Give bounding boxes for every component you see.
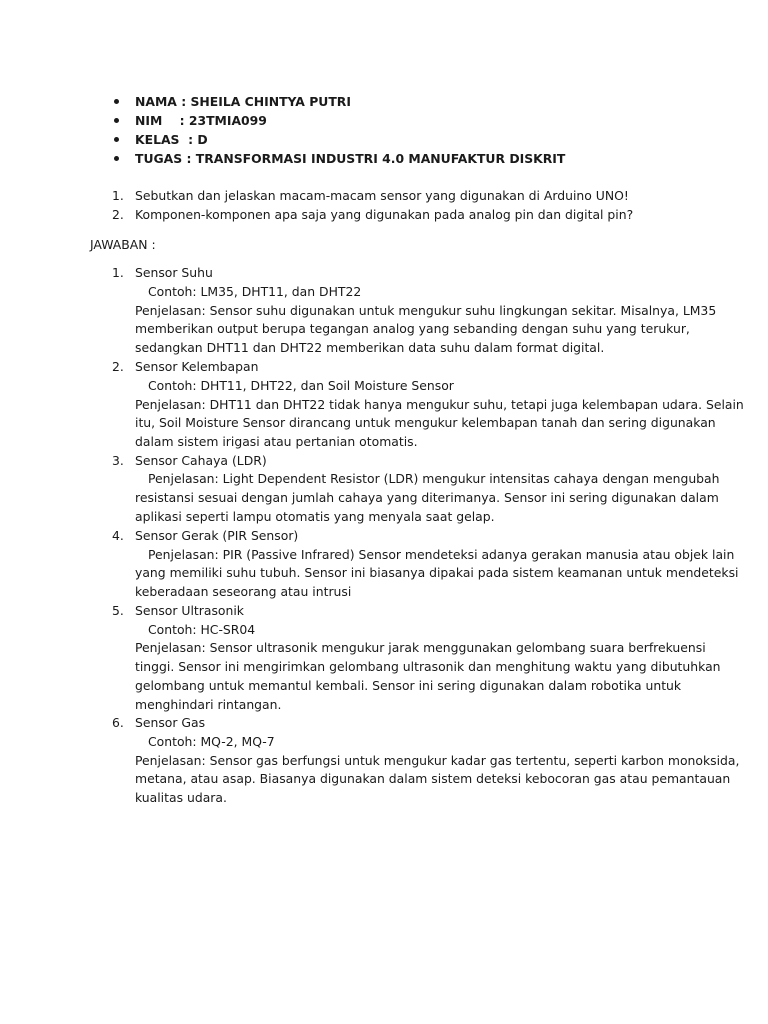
answer-title: Sensor Cahaya (LDR) (135, 453, 267, 468)
answer-explanation-line: Penjelasan: Sensor gas berfungsi untuk mengukur kadar gas tertentu, seperti karbon monoksida, (135, 753, 740, 768)
answer-number: 4. (112, 528, 124, 543)
question-text: Sebutkan dan jelaskan macam-macam sensor yang digunakan di Arduino UNO! (135, 188, 629, 203)
answer-explanation-line: yang memiliki suhu tubuh. Sensor ini biasanya dipakai pada sistem keamanan untuk mendeteksi (135, 565, 739, 580)
answer-number: 2. (112, 359, 124, 374)
answer-explanation-line: Penjelasan: PIR (Passive Infrared) Sensor mendeteksi adanya gerakan manusia atau objek lain (148, 547, 735, 562)
answer-title: Sensor Suhu (135, 265, 213, 280)
answer-explanation-line: menghindari rintangan. (135, 697, 282, 712)
answer-example: Contoh: DHT11, DHT22, dan Soil Moisture Sensor (148, 378, 454, 393)
bullet-icon (114, 156, 119, 161)
bullet-icon (114, 137, 119, 142)
header-nim: NIM : 23TMIA099 (135, 113, 267, 128)
answer-title: Sensor Gerak (PIR Sensor) (135, 528, 299, 543)
answer-explanation-line: aplikasi seperti lampu otomatis yang menyala saat gelap. (135, 509, 495, 524)
answer-explanation-line: memberikan output berupa tegangan analog yang sebanding dengan suhu yang terukur, (135, 321, 690, 336)
answer-explanation-line: dalam sistem irigasi atau pertanian otomatis. (135, 434, 418, 449)
bullet-icon (114, 118, 119, 123)
answer-number: 5. (112, 603, 124, 618)
header-tugas: TUGAS : TRANSFORMASI INDUSTRI 4.0 MANUFAKTUR DISKRIT (135, 151, 566, 166)
answer-explanation-line: resistansi sesuai dengan jumlah cahaya yang diterimanya. Sensor ini sering digunakan dalam (135, 490, 719, 505)
answer-explanation-line: Penjelasan: DHT11 dan DHT22 tidak hanya mengukur suhu, tetapi juga kelembapan udara. Selain (135, 397, 744, 412)
header-name: NAMA : SHEILA CHINTYA PUTRI (135, 94, 351, 109)
answer-number: 3. (112, 453, 124, 468)
answer-explanation-line: Penjelasan: Sensor suhu digunakan untuk mengukur suhu lingkungan sekitar. Misalnya, LM35 (135, 303, 717, 318)
answer-number: 6. (112, 715, 124, 730)
answer-title: Sensor Kelembapan (135, 359, 259, 374)
question-number: 2. (112, 207, 124, 222)
answer-example: Contoh: LM35, DHT11, dan DHT22 (148, 284, 362, 299)
answer-explanation-line: itu, Soil Moisture Sensor dirancang untuk mengukur kelembapan tanah dan sering digunakan (135, 415, 716, 430)
answer-explanation-line: gelombang untuk memantul kembali. Sensor ini sering digunakan dalam robotika untuk (135, 678, 682, 693)
answer-explanation-line: Penjelasan: Light Dependent Resistor (LDR) mengukur intensitas cahaya dengan mengubah (148, 471, 720, 486)
bullet-icon (114, 99, 119, 104)
answer-explanation-line: kualitas udara. (135, 790, 227, 805)
question-number: 1. (112, 188, 124, 203)
answer-explanation-line: metana, atau asap. Biasanya digunakan dalam sistem deteksi kebocoran gas atau pemantauan (135, 771, 731, 786)
question-text: Komponen-komponen apa saja yang digunakan pada analog pin dan digital pin? (135, 207, 634, 222)
answer-title: Sensor Ultrasonik (135, 603, 244, 618)
answer-number: 1. (112, 265, 124, 280)
answer-example: Contoh: MQ-2, MQ-7 (148, 734, 275, 749)
answer-title: Sensor Gas (135, 715, 206, 730)
answer-explanation-line: tinggi. Sensor ini mengirimkan gelombang ultrasonik dan menghitung waktu yang dibutuhkan (135, 659, 721, 674)
answer-explanation-line: keberadaan seseorang atau intrusi (135, 584, 352, 599)
answer-explanation-line: sedangkan DHT11 dan DHT22 memberikan data suhu dalam format digital. (135, 340, 605, 355)
answer-example: Contoh: HC-SR04 (148, 622, 256, 637)
answer-explanation-line: Penjelasan: Sensor ultrasonik mengukur jarak menggunakan gelombang suara berfrekuensi (135, 640, 706, 655)
answer-heading: JAWABAN : (90, 237, 156, 252)
header-kelas: KELAS : D (135, 132, 208, 147)
